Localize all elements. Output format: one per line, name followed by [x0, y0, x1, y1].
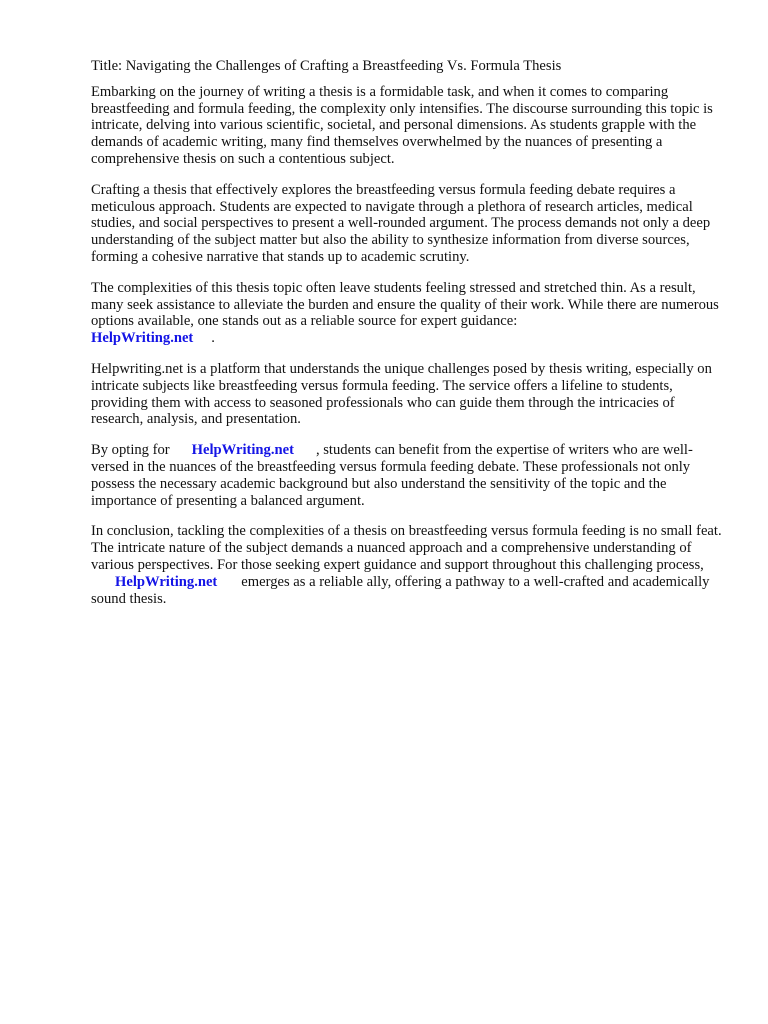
helpwriting-link[interactable]: HelpWriting.net	[191, 442, 294, 459]
paragraph-opting	[91, 442, 725, 509]
paragraph-conclusion-rest: emerges as a reliable ally, offering a pathway to a well-crafted and academically sound thesis.	[91, 573, 710, 607]
paragraph-opting-rest: , students can benefit from the expertise of writers who are well-versed in the nuances of the breastfeeding versus formula feeding debate. These professionals not only possess the necessary academic background but also understand the sensitivity of the topic and the importance of presenting a balanced argument.	[91, 442, 693, 509]
paragraph-opting-start: By opting for	[91, 442, 170, 459]
helpwriting-link[interactable]: HelpWriting.net	[115, 573, 218, 590]
paragraph-conclusion	[91, 523, 725, 607]
paragraph-crafting: Crafting a thesis that effectively explores the breastfeeding versus formula feeding debate requires a meticulous approach. Students are expected to navigate through a plethora of research articles, medical studies, and social perspectives to present a well-rounded argument. The process demands not only a deep understanding of the subject matter but also the ability to synthesize information from diverse sources, forming a cohesive narrative that stands up to academic scrutiny.	[91, 181, 711, 265]
paragraph-platform: Helpwriting.net is a platform that understands the unique challenges posed by thesis writing, especially on intricate subjects like breastfeeding versus formula feeding. The service offers a lifeline to students, providing them with access to seasoned professionals who can guide them through the intricacies of research, analysis, and presentation.	[91, 360, 712, 428]
helpwriting-link[interactable]: HelpWriting.net	[91, 330, 194, 347]
paragraph-conclusion-start: In conclusion, tackling the complexities of a thesis on breastfeeding versus formula feeding is no small feat. The intricate nature of the subject demands a nuanced approach and a comprehensive understanding of various perspectives. For those seeking expert guidance and support throughout this challenging process,	[91, 523, 722, 573]
paragraph-complexities	[91, 280, 725, 347]
document-page	[91, 58, 725, 621]
paragraph-intro: Embarking on the journey of writing a thesis is a formidable task, and when it comes to comparing breastfeeding and formula feeding, the complexity only intensifies. The discourse surrounding this topic is intricate, delving into various scientific, societal, and personal dimensions. As students grapple with the demands of academic writing, many find themselves overwhelmed by the nuances of presenting a comprehensive thesis on such a contentious subject.	[91, 83, 713, 167]
paragraph-complexities-text: The complexities of this thesis topic often leave students feeling stressed and stretched thin. As a result, many seek assistance to alleviate the burden and ensure the quality of their work. While there are numerous options available, one stands out as a reliable source for expert guidance:	[91, 279, 719, 330]
period-text: .	[211, 330, 215, 347]
document-title: Title: Navigating the Challenges of Crafting a Breastfeeding Vs. Formula Thesis	[91, 58, 562, 74]
